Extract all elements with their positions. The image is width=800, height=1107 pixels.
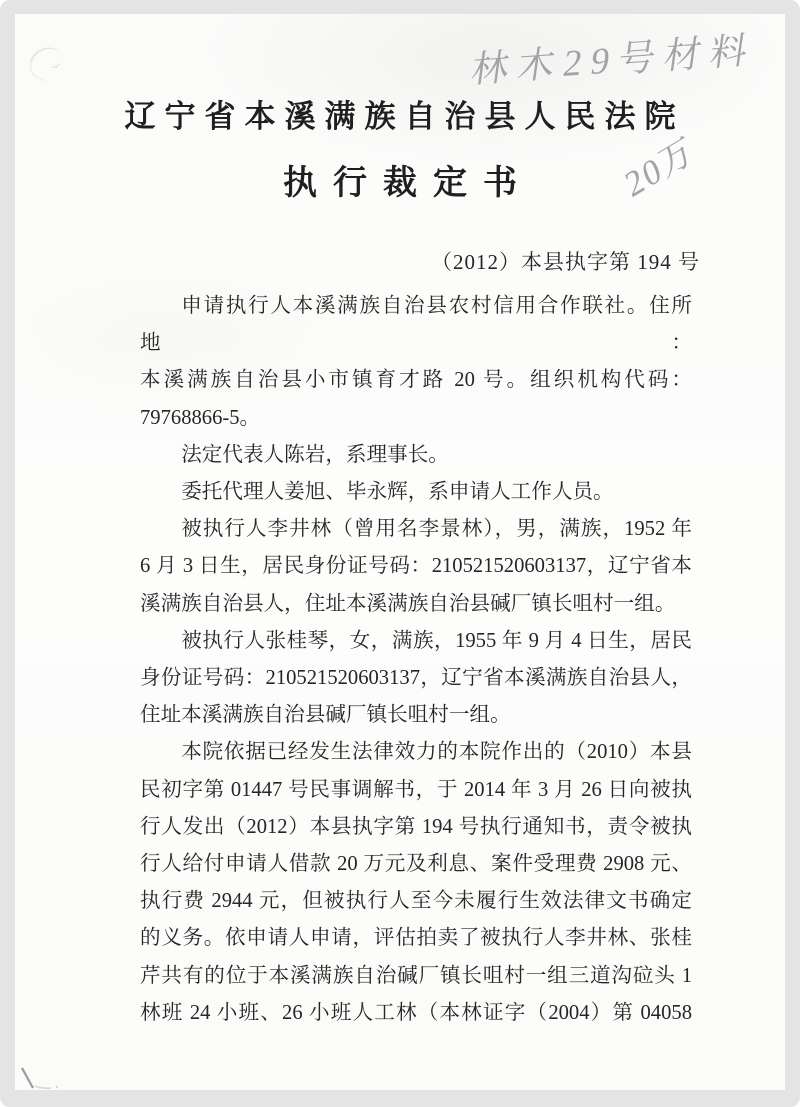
case-number: （2012）本县执字第 194 号	[431, 250, 700, 274]
body-line: 6 月 3 日生，居民身份证号码：210521520603137，辽宁省本	[140, 555, 692, 578]
paragraph-respondent-1	[140, 511, 692, 623]
scan-smudge-top-left	[23, 41, 70, 87]
document-title: 执行裁定书	[283, 165, 533, 202]
body-line: 民初字第 01447 号民事调解书，于 2014 年 3 月 26 日向被执	[140, 778, 692, 801]
scan-mark-bottom-left	[19, 1066, 69, 1092]
document-body	[140, 288, 692, 1032]
body-line: 住址本溪满族自治县碱厂镇长咀村一组。	[140, 704, 511, 727]
body-line: 被执行人张桂琴，女，满族，1955 年 9 月 4 日生，居民	[181, 629, 692, 652]
paragraph-agents	[140, 474, 692, 511]
court-name: 辽宁省本溪满族自治县人民法院	[124, 99, 685, 134]
body-line: 林班 24 小班、26 小班人工林（本林证字（2004）第 04058	[140, 1001, 692, 1024]
body-line: 执行费 2944 元，但被执行人至今未履行生效法律文书确定	[140, 890, 692, 913]
body-line: 本溪满族自治县小市镇育才路 20 号。组织机构代码：	[140, 369, 692, 392]
handwriting-annotation-top: 林木29号材料	[468, 30, 759, 92]
paragraph-applicant	[140, 288, 692, 437]
body-line: 本院依据已经发生法律效力的本院作出的（2010）本县	[181, 741, 692, 764]
paragraph-legal-representative	[140, 437, 692, 474]
document-page	[15, 14, 785, 1090]
body-line: 行人给付申请人借款 20 万元及利息、案件受理费 2908 元、	[140, 853, 692, 876]
body-line: 芹共有的位于本溪满族自治碱厂镇长咀村一组三道沟砬头 1	[140, 964, 692, 987]
paragraph-respondent-2	[140, 623, 692, 735]
body-line: 的义务。依申请人申请，评估拍卖了被执行人李井林、张桂	[140, 927, 692, 950]
body-line: 79768866-5。	[140, 406, 261, 429]
body-line: 被执行人李井林（曾用名李景林），男，满族，1952 年	[181, 518, 692, 541]
body-line: 法定代表人陈岩，系理事长。	[181, 443, 449, 466]
body-line: 委托代理人姜旭、毕永辉，系申请人工作人员。	[181, 481, 614, 504]
body-line: 行人发出（2012）本县执字第 194 号执行通知书，责令被执	[140, 815, 692, 838]
paragraph-ruling-basis	[140, 734, 692, 1032]
body-line: 溪满族自治县人，住址本溪满族自治县碱厂镇长咀村一组。	[140, 592, 676, 615]
body-line: 身份证号码：210521520603137，辽宁省本溪满族自治县人，	[140, 667, 692, 690]
handwriting-annotation-amount: 20万	[620, 129, 700, 206]
body-line: 申请执行人本溪满族自治县农村信用合作联社。住所地：	[140, 295, 692, 355]
